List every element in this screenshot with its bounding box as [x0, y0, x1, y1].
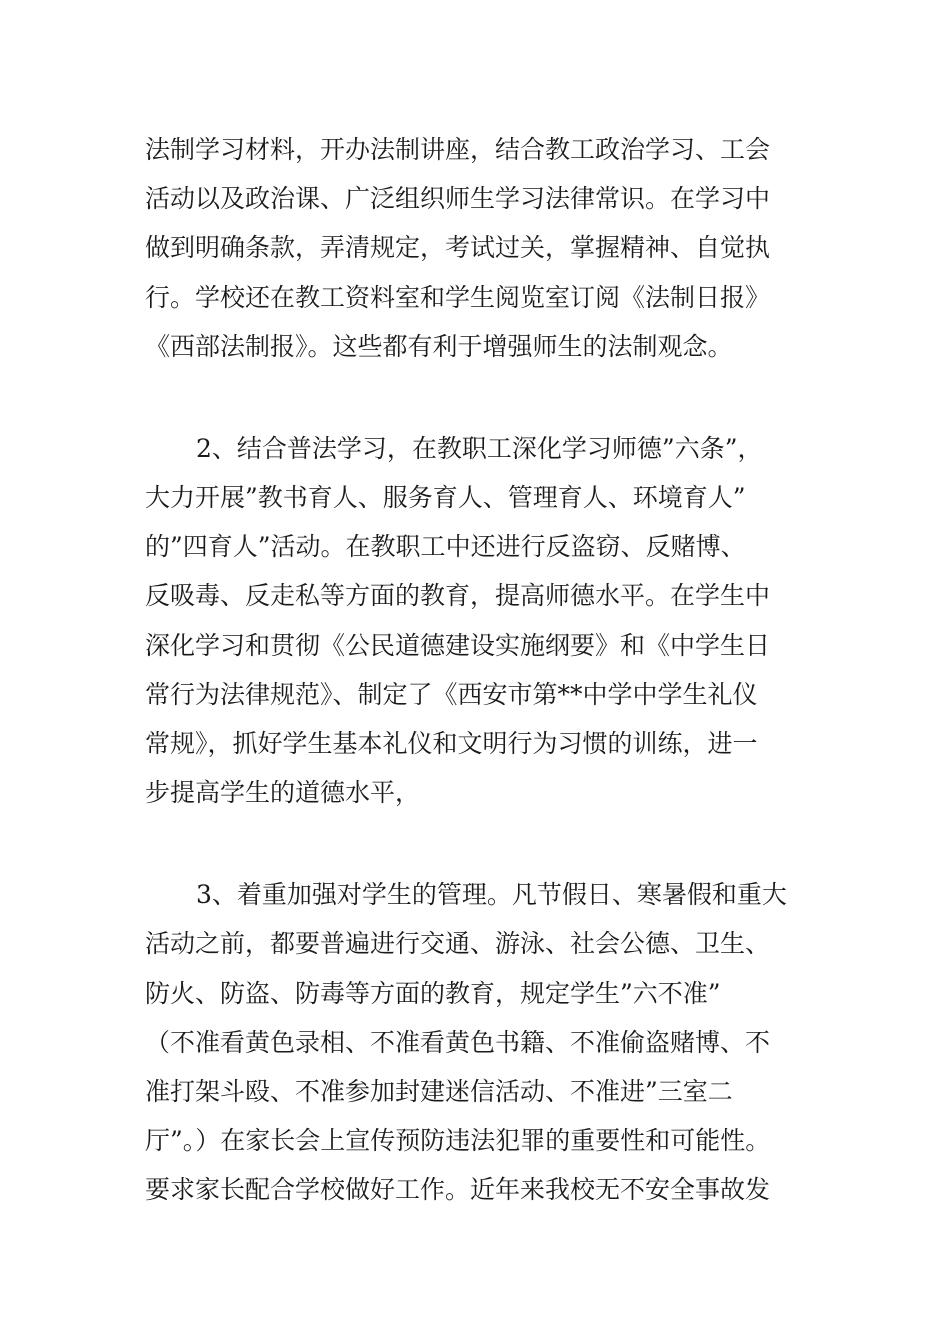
- paragraph-1-line-5: 《西部法制报》。这些都有利于增强师生的法制观念。: [145, 332, 733, 361]
- paragraph-2-line-1: 2、结合普法学习，在教职工深化学习师德”六条”，: [196, 434, 763, 463]
- paragraph-2-line-4: 反吸毒、反走私等方面的教育，提高师德水平。在学生中: [145, 581, 771, 610]
- paragraph-2-line-2: 大力开展”教书育人、服务育人、管理育人、环境育人”: [145, 483, 746, 512]
- paragraph-2-line-7: 常规》，抓好学生基本礼仪和文明行为习惯的训练，进一: [145, 729, 758, 758]
- paragraph-2-line-6: 常行为法律规范》、制定了《西安市第**中学中学生礼仪: [145, 680, 758, 709]
- paragraph-1-line-2: 活动以及政治课、广泛组织师生学习法律常识。在学习中: [145, 184, 771, 213]
- paragraph-3-line-1: 3、着重加强对学生的管理。凡节假日、寒暑假和重大: [196, 880, 787, 909]
- paragraph-3-line-7: 要求家长配合学校做好工作。近年来我校无不安全事故发: [145, 1175, 771, 1204]
- paragraph-3-line-2: 活动之前，都要普遍进行交通、游泳、社会公德、卫生、: [145, 929, 771, 958]
- paragraph-2-line-8: 步提高学生的道德水平，: [145, 778, 421, 807]
- paragraph-2-line-5: 深化学习和贯彻《公民道德建设实施纲要》和《中学生日: [145, 631, 771, 660]
- paragraph-1-line-1: 法制学习材料，开办法制讲座，结合教工政治学习、工会: [145, 135, 771, 164]
- paragraph-1-line-3: 做到明确条款，弄清规定，考试过关，掌握精神、自觉执: [145, 233, 771, 262]
- paragraph-3-line-4: （不准看黄色录相、不准看黄色书籍、不准偷盗赌博、不: [145, 1028, 771, 1057]
- paragraph-1-line-4: 行。学校还在教工资料室和学生阅览室订阅《法制日报》: [145, 283, 771, 312]
- paragraph-3-line-5: 准打架斗殴、不准参加封建迷信活动、不准进”三室二: [145, 1077, 733, 1106]
- paragraph-3-line-6: 厅”。）在家长会上宣传预防违法犯罪的重要性和可能性。: [145, 1126, 771, 1155]
- paragraph-2-line-3: 的”四育人”活动。在教职工中还进行反盗窃、反赌博、: [145, 532, 746, 561]
- paragraph-3-line-3: 防火、防盗、防毒等方面的教育，规定学生”六不准”: [145, 979, 721, 1008]
